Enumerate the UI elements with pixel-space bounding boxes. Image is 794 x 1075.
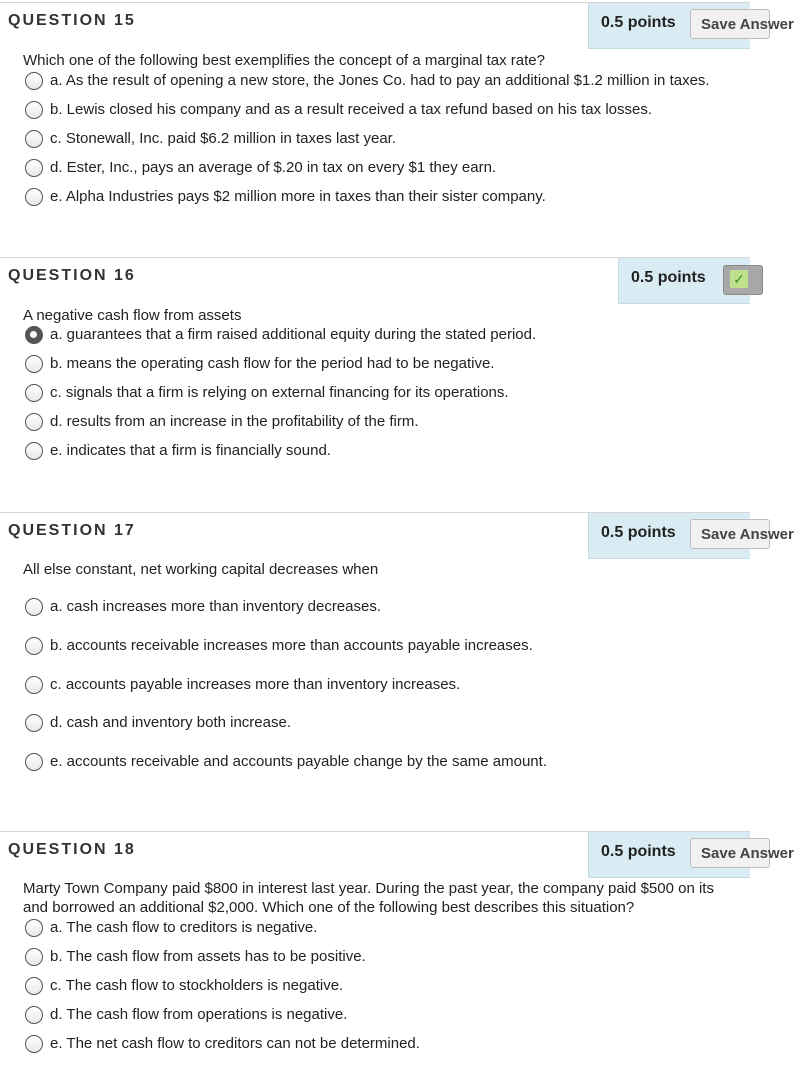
radio-button[interactable] — [25, 159, 43, 177]
option-label: c. Stonewall, Inc. paid $6.2 million in taxes last year. — [50, 130, 397, 147]
points-box — [588, 513, 794, 559]
save-answer-button[interactable]: Save Answer — [690, 9, 770, 39]
option-label: a. guarantees that a firm raised additional equity during the stated period. — [50, 326, 537, 343]
question-title: QUESTION 18 — [8, 841, 136, 858]
option-label: e. The net cash flow to creditors can not be determined. — [50, 1035, 420, 1052]
option-label: a. cash increases more than inventory decreases. — [50, 598, 382, 615]
option-label: d. cash and inventory both increase. — [50, 714, 291, 731]
question-prompt: A negative cash flow from assets — [23, 307, 242, 324]
question-header — [0, 257, 750, 304]
points-box — [618, 258, 750, 304]
radio-button[interactable] — [25, 1035, 43, 1053]
option-label: e. indicates that a firm is financially sound. — [50, 442, 331, 459]
option-label: a. As the result of opening a new store, the Jones Co. had to pay an additional $1.2 million in taxes. — [50, 72, 710, 89]
radio-button[interactable] — [25, 714, 43, 732]
points-label: 0.5 points — [601, 524, 676, 541]
radio-button[interactable] — [25, 676, 43, 694]
option-label: d. results from an increase in the profitability of the firm. — [50, 413, 419, 430]
option-label: c. accounts payable increases more than inventory increases. — [50, 676, 461, 693]
question-header — [0, 512, 794, 559]
radio-button[interactable] — [25, 637, 43, 655]
save-answer-button[interactable]: Save Answer — [690, 838, 770, 868]
radio-button[interactable] — [25, 598, 43, 616]
radio-button[interactable] — [25, 977, 43, 995]
points-box — [588, 3, 794, 49]
radio-button[interactable] — [25, 1006, 43, 1024]
radio-button[interactable] — [25, 753, 43, 771]
option-label: c. The cash flow to stockholders is negative. — [50, 977, 344, 994]
question-prompt-line-1: Marty Town Company paid $800 in interest last year. During the past year, the company paid $500 on its — [23, 880, 714, 897]
option-label: b. The cash flow from assets has to be positive. — [50, 948, 366, 965]
question-prompt: All else constant, net working capital decreases when — [23, 561, 379, 578]
question-prompt-line-2: and borrowed an additional $2,000. Which one of the following best describes this situation? — [23, 899, 635, 916]
radio-button[interactable] — [25, 413, 43, 431]
radio-button[interactable] — [25, 948, 43, 966]
radio-button[interactable] — [25, 188, 43, 206]
radio-button[interactable] — [25, 101, 43, 119]
question-title: QUESTION 15 — [8, 12, 136, 29]
option-label: e. accounts receivable and accounts payable change by the same amount. — [50, 753, 547, 770]
question-header — [0, 2, 794, 49]
points-label: 0.5 points — [601, 14, 676, 31]
option-label: a. The cash flow to creditors is negative. — [50, 919, 318, 936]
option-label: d. The cash flow from operations is negative. — [50, 1006, 348, 1023]
points-box — [588, 832, 794, 878]
option-label: e. Alpha Industries pays $2 million more in taxes than their sister company. — [50, 188, 546, 205]
radio-button[interactable] — [25, 919, 43, 937]
radio-button[interactable] — [25, 442, 43, 460]
save-answer-button[interactable]: Save Answer — [690, 519, 770, 549]
radio-button[interactable] — [25, 384, 43, 402]
radio-button[interactable] — [25, 130, 43, 148]
option-label: c. signals that a firm is relying on external financing for its operations. — [50, 384, 509, 401]
answer-saved-button[interactable] — [723, 265, 763, 295]
option-label: d. Ester, Inc., pays an average of $.20 in tax on every $1 they earn. — [50, 159, 497, 176]
points-label: 0.5 points — [601, 843, 676, 860]
option-label: b. means the operating cash flow for the period had to be negative. — [50, 355, 495, 372]
points-label: 0.5 points — [631, 269, 706, 286]
question-title: QUESTION 16 — [8, 267, 136, 284]
question-prompt: Which one of the following best exemplifies the concept of a marginal tax rate? — [23, 52, 545, 69]
question-title: QUESTION 17 — [8, 522, 136, 539]
question-header — [0, 831, 794, 878]
option-label: b. accounts receivable increases more than accounts payable increases. — [50, 637, 533, 654]
check-icon: ✓ — [730, 270, 748, 288]
radio-button-selected[interactable] — [25, 326, 43, 344]
radio-button[interactable] — [25, 72, 43, 90]
option-label: b. Lewis closed his company and as a result received a tax refund based on his tax losses. — [50, 101, 652, 118]
radio-button[interactable] — [25, 355, 43, 373]
